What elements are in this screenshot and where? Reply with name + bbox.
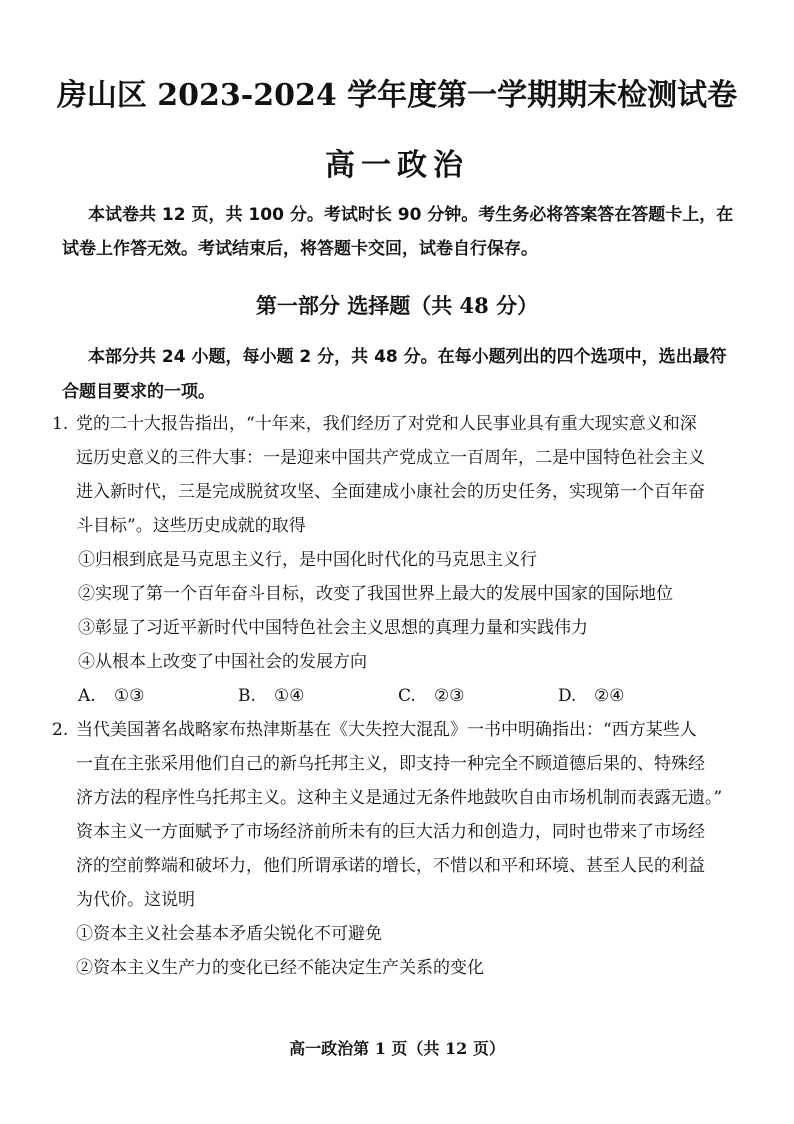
statement-option-2: ②实现了第一个百年奋斗目标，改变了我国世界上最大的发展中国家的国际地位 [78,584,673,604]
statement-option-1: ①归根到底是马克思主义行，是中国化时代化的马克思主义行 [78,550,537,570]
statement-option-4: ④从根本上改变了中国社会的发展方向 [78,652,367,672]
choice-b[interactable]: B. ①④ [238,686,305,706]
question-number: 2. [52,720,69,740]
choice-d[interactable]: D. ②④ [558,686,625,706]
question-stem-line: 资本主义一方面赋予了市场经济前所未有的巨大活力和创造力，同时也带来了市场经 [76,822,705,842]
answer-choices [52,679,752,713]
part-one-instructions: 本部分共 24 小题，每小题 2 分，共 48 分。在每小题列出的四个选项中，选出最符合题目要求的一项。 [62,347,727,402]
exam-subject: 高一政治 [325,148,469,183]
question-stem-line: 济方法的程序性乌托邦主义。这种主义是通过无条件地鼓吹自由市场机制而表露无遗。” [76,788,723,808]
question-stem-line: 进入新时代，三是完成脱贫攻坚、全面建成小康社会的历史任务，实现第一个百年奋 [76,482,705,502]
question-stem-line: 济的空前弊端和破坏力，他们所谓承诺的增长，不惜以和平和环境、甚至人民的利益 [76,856,705,876]
question-1 [52,407,752,713]
question-stem-line: 远历史意义的三件大事：一是迎来中国共产党成立一百周年，二是中国特色社会主义 [76,448,705,468]
exam-instructions: 本试卷共 12 页，共 100 分。考试时长 90 分钟。考生务必将答案答在答题卡上，在试卷上作答无效。考试结束后，将答题卡交回，试卷自行保存。 [62,205,734,259]
page-footer: 高一政治第 1 页（共 12 页） [289,1039,505,1058]
question-2 [52,713,752,985]
statement-option-3: ③彰显了习近平新时代中国特色社会主义思想的真理力量和实践伟力 [78,618,588,638]
question-number: 1. [52,414,69,434]
choice-c[interactable]: C. ②③ [398,686,465,706]
question-stem-line: 一直在主张采用他们自己的新乌托邦主义，即支持一种完全不顾道德后果的、特殊经 [76,754,705,774]
statement-option-1: ①资本主义社会基本矛盾尖锐化不可避免 [76,924,382,944]
question-stem-line: 1. 党的二十大报告指出，“十年来，我们经历了对党和人民事业具有重大现实意义和深 [52,407,752,441]
exam-title: 房山区 2023-2024 学年度第一学期期末检测试卷 [56,78,738,113]
question-stem-line: 斗目标”。这些历史成就的取得 [76,516,306,536]
choice-a[interactable]: A. ①③ [78,686,145,706]
question-stem-line: 2. 当代美国著名战略家布热津斯基在《大失控大混乱》一书中明确指出：“西方某些人 [52,713,752,747]
statement-option-2: ②资本主义生产力的变化已经不能决定生产关系的变化 [76,958,484,978]
part-one-title: 第一部分 选择题（共 48 分） [255,293,539,318]
question-stem-line: 为代价。这说明 [76,890,195,910]
